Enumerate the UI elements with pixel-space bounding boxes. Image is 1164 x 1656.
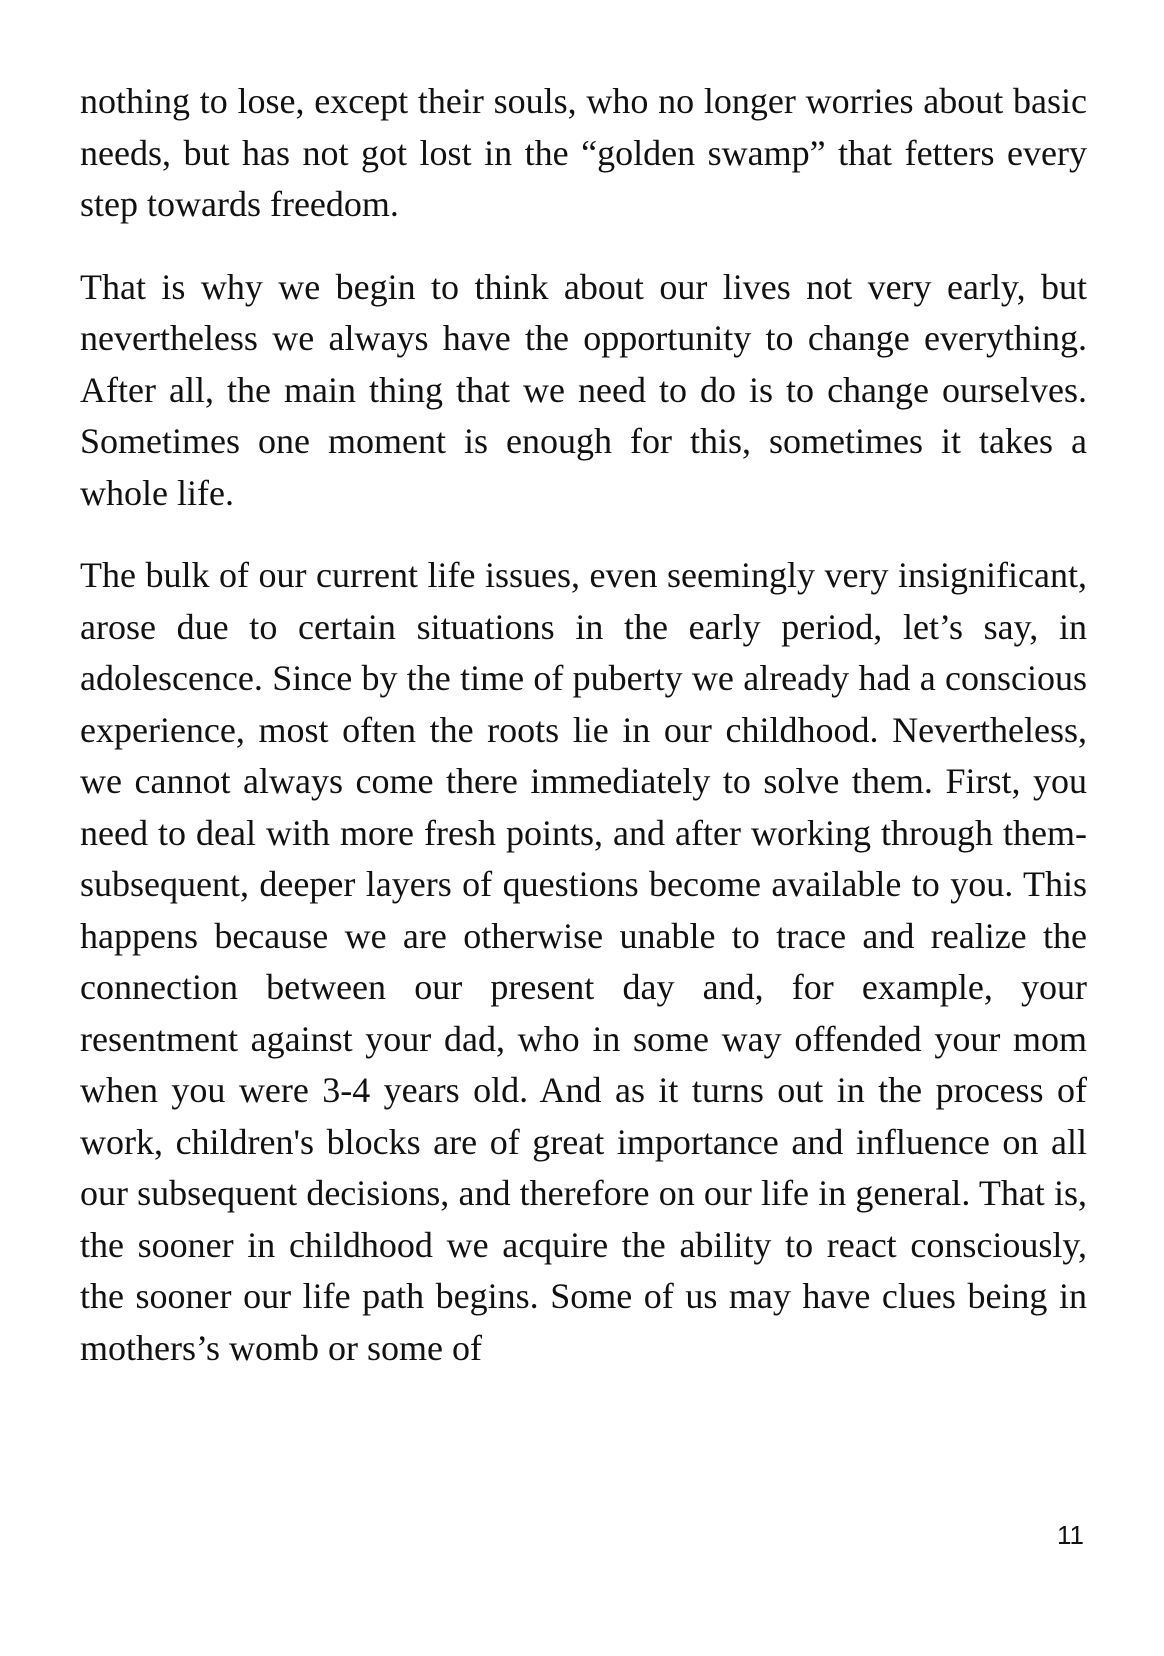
page-number: 11 bbox=[1057, 1520, 1084, 1550]
body-text bbox=[80, 76, 1087, 1405]
paragraph-1: nothing to lose, except their souls, who no longer worries about basic needs, but has not got lost in the “golden swamp” that fetters every step towards freedom. bbox=[80, 81, 1087, 224]
paragraph-3: The bulk of our current life issues, even seemingly very insignificant, arose due to certain situations in the early period, let’s say, in adolescence. Since by the time of puberty we already had a conscious experience, most often the roots lie in our childhood. Nevertheless, we cannot always come there immediately to solve them. First, you need to deal with more fresh points, and after working through them- subsequent, deeper layers of questions become available to you. This happens because we are otherwise unable to trace and realize the connection between our present day and, for example, your resentment against your dad, who in some way offended your mom when you were 3-4 years old. And as it turns out in the process of work, children's blocks are of great importance and influence on all our subsequent decisions, and therefore on our life in general. That is, the sooner in childhood we acquire the ability to react consciously, the sooner our life path begins. Some of us may have clues being in mothers’s womb or some of bbox=[80, 555, 1087, 1368]
paragraph-2: That is why we begin to think about our lives not very early, but nevertheless we always have the opportunity to change everything. After all, the main thing that we need to do is to change ourselves. Sometimes one moment is enough for this, sometimes it takes a whole life. bbox=[80, 266, 1087, 513]
